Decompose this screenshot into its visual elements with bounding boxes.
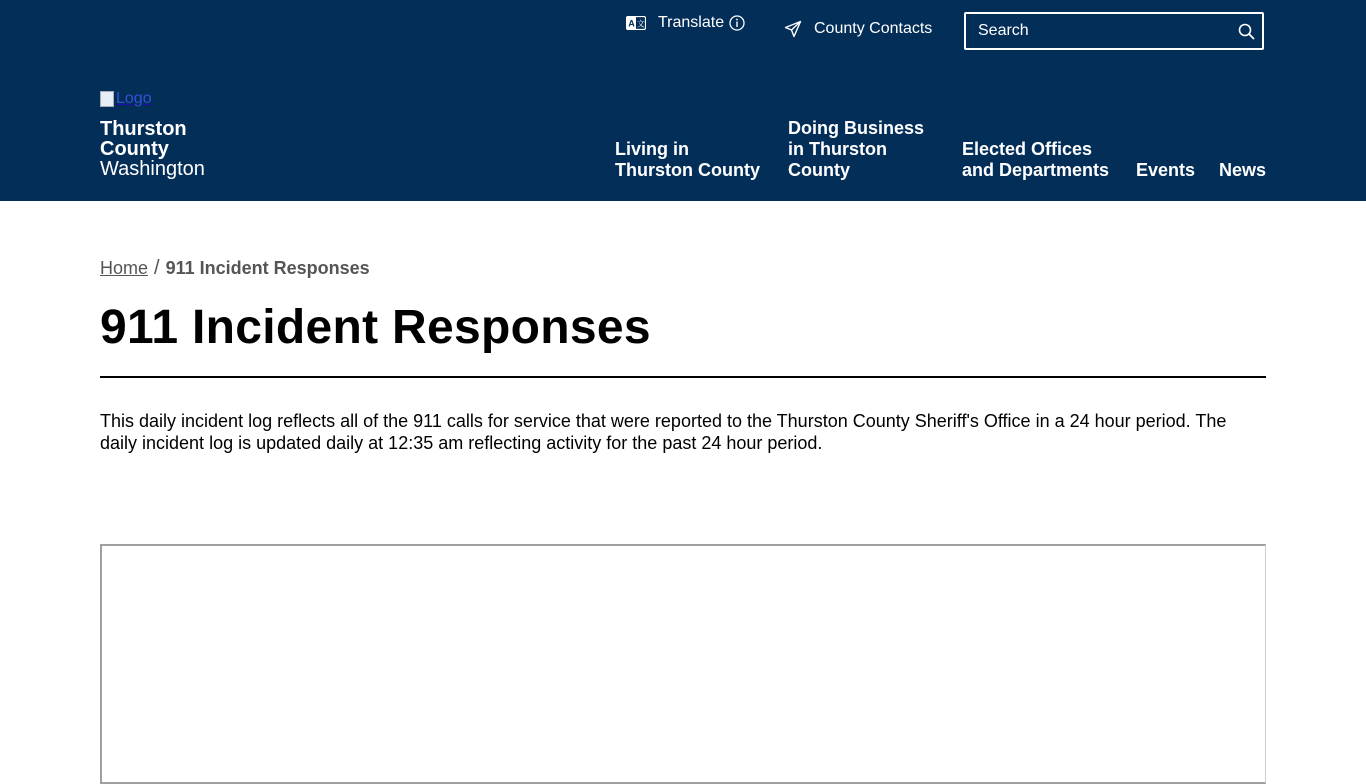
brand-line-3: Washington [100,158,205,180]
nav-news[interactable] [1219,160,1266,181]
translate-button[interactable] [626,14,745,32]
nav-item-line: News [1219,160,1267,180]
translate-label: Translate [658,14,725,31]
site-header [0,0,1366,201]
breadcrumb-separator: / [154,257,160,279]
svg-text:文: 文 [636,19,645,29]
broken-image-icon [100,91,114,107]
info-icon[interactable] [729,15,745,31]
nav-item-line: Living in [615,139,689,159]
nav-item-line: and Departments [962,160,1110,180]
nav-living-in-thurston-county[interactable] [615,139,760,181]
svg-text:A: A [628,18,635,29]
search-input[interactable] [966,14,1230,48]
intro-paragraph: This daily incident log reflects all of the 911 calls for service that were reported to the Thurston County Sheriff's Office in a 24 hour period. The daily incident log is updated daily at 12:35 am reflecting activity for the past 24 hour period. [100,411,1227,453]
nav-events[interactable] [1136,160,1195,181]
nav-item-line: Events [1136,160,1196,180]
search-box [964,12,1264,50]
nav-item-line: Elected Offices [962,139,1093,159]
logo-alt-text: Logo [116,90,152,107]
nav-item-line: Thurston County [615,160,760,180]
search-icon [1238,23,1255,40]
nav-item-line: in Thurston [788,139,887,159]
title-divider [100,376,1266,378]
nav-doing-business[interactable] [788,118,924,181]
paper-plane-icon [784,20,802,38]
language-icon [626,16,646,30]
breadcrumb-current: 911 Incident Responses [165,258,370,278]
brand-line-2: County [100,138,169,160]
search-button[interactable] [1230,14,1262,48]
county-contacts-link[interactable] [784,20,932,38]
county-contacts-label: County Contacts [814,20,933,37]
site-brand[interactable] [100,119,205,179]
breadcrumb [100,257,370,280]
logo-link[interactable] [100,90,152,108]
breadcrumb-home-link[interactable]: Home [100,258,149,278]
nav-item-line: County [788,160,850,180]
nav-elected-offices[interactable] [962,139,1109,181]
incident-log-embed[interactable] [100,544,1266,784]
nav-item-line: Doing Business [788,118,925,138]
brand-line-1: Thurston [100,118,187,140]
page-title: 911 Incident Responses [100,301,651,354]
